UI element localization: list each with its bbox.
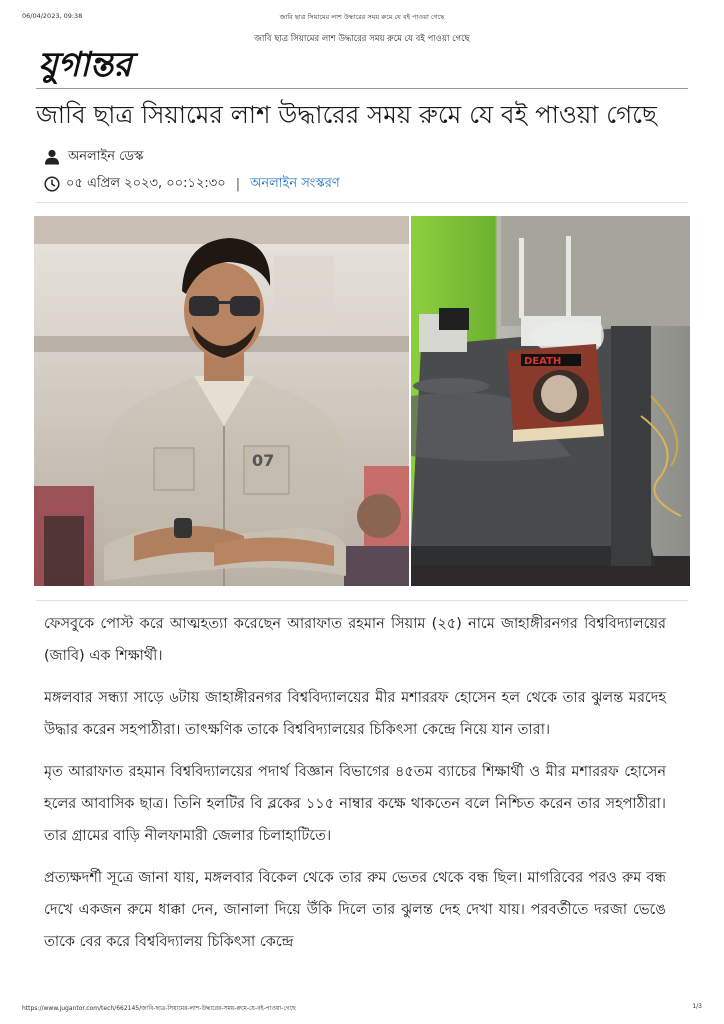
article-paragraph: মৃত আরাফাত রহমান বিশ্ববিদ্যালয়ের পদার্থ বিজ্ঞান বিভাগের ৪৫তম ব্যাচের শিক্ষার্থী ও মীর মশাররফ হোসেন হলের আবাসিক ছাত্র। তিনি হলটির বি ব্লকের ১১৫ নাম্বার কক্ষে থাকতেন বলে নিশ্চিত করেন তার সহপাঠীরা। তার গ্রামের বাড়ি নীলফামারী জেলার চিলাহাটিতে। xyxy=(44,764,666,844)
user-icon xyxy=(44,149,60,165)
byline xyxy=(44,148,143,166)
publish-datetime: ০৫ এপ্রিল ২০২৩, ০০:১২:৩০ xyxy=(66,175,226,191)
shirt-badge: 07 xyxy=(252,451,275,470)
article-paragraph: ফেসবুকে পোস্ট করে আত্মহত্যা করেছেন আরাফাত রহমান সিয়াম (২৫) নামে জাহাঙ্গীরনগর বিশ্ববিদ্যালয়ের (জাবি) এক শিক্ষার্থী। xyxy=(44,616,666,664)
book-on-table-photo xyxy=(411,216,690,586)
site-subtitle: জাবি ছাত্র সিয়ামের লাশ উদ্ধারের সময় রুমে যে বই পাওয়া গেছে xyxy=(254,34,470,44)
portrait-illustration xyxy=(34,216,409,586)
student-portrait-photo xyxy=(34,216,409,586)
print-header xyxy=(0,12,724,26)
meta-divider xyxy=(36,202,688,203)
author-name: অনলাইন ডেস্ক xyxy=(68,148,144,164)
logo-text: যুগান্তর xyxy=(38,46,132,84)
header-divider xyxy=(36,88,688,89)
book-title: DEATH xyxy=(524,356,562,367)
edition-link[interactable]: অনলাইন সংস্করণ xyxy=(250,175,340,191)
article-headline: জাবি ছাত্র সিয়ামের লাশ উদ্ধারের সময় রুমে যে বই পাওয়া গেছে xyxy=(36,100,657,129)
page-number: 1/3 xyxy=(692,1003,702,1010)
article-body xyxy=(44,608,666,968)
article-paragraph: মঙ্গলবার সন্ধ্যা সাড়ে ৬টায় জাহাঙ্গীরনগর বিশ্ববিদ্যালয়ের মীর মশাররফ হোসেন হল থেকে তার ঝুলন্ত মরদেহ উদ্ধার করেন সহপাঠীরা। তাৎক্ষণিক তাকে বিশ্ববিদ্যালয়ের চিকিৎসা কেন্দ্রে নিয়ে যান তারা। xyxy=(44,690,666,738)
dateline-separator: | xyxy=(235,176,241,192)
clock-icon xyxy=(44,176,60,192)
print-footer xyxy=(0,1003,724,1015)
dateline xyxy=(44,175,340,193)
print-date: 06/04/2023, 09:38 xyxy=(22,12,83,20)
article-paragraph: প্রত্যক্ষদর্শী সূত্রে জানা যায়, মঙ্গলবার বিকেল থেকে তার রুম ভেতর থেকে বন্ধ ছিল। মাগরিবের পরও রুম বন্ধ দেখে একজন রুমে ধাক্কা দেন, জানালা দিয়ে উঁকি দিলে তার ঝুলন্ত দেহ দেখা যায়। পরবর্তীতে দরজা ভেঙে তাকে বের করে বিশ্ববিদ্যালয় চিকিৎসা কেন্দ্রে xyxy=(44,870,666,950)
body-divider xyxy=(36,600,688,601)
table-illustration xyxy=(411,216,690,586)
site-logo[interactable] xyxy=(36,46,196,84)
page-url: https://www.jugantor.com/tech/662145/জাবি-ছাত্র-সিয়ামের-লাশ-উদ্ধারের-সময়-রুমে-যে-বই-পাওয়া-গেছে xyxy=(22,1005,296,1012)
print-title: জাবি ছাত্র সিয়ামের লাশ উদ্ধারের সময় রুমে যে বই পাওয়া গেছে xyxy=(279,13,445,21)
logo-wordmark xyxy=(36,46,196,84)
